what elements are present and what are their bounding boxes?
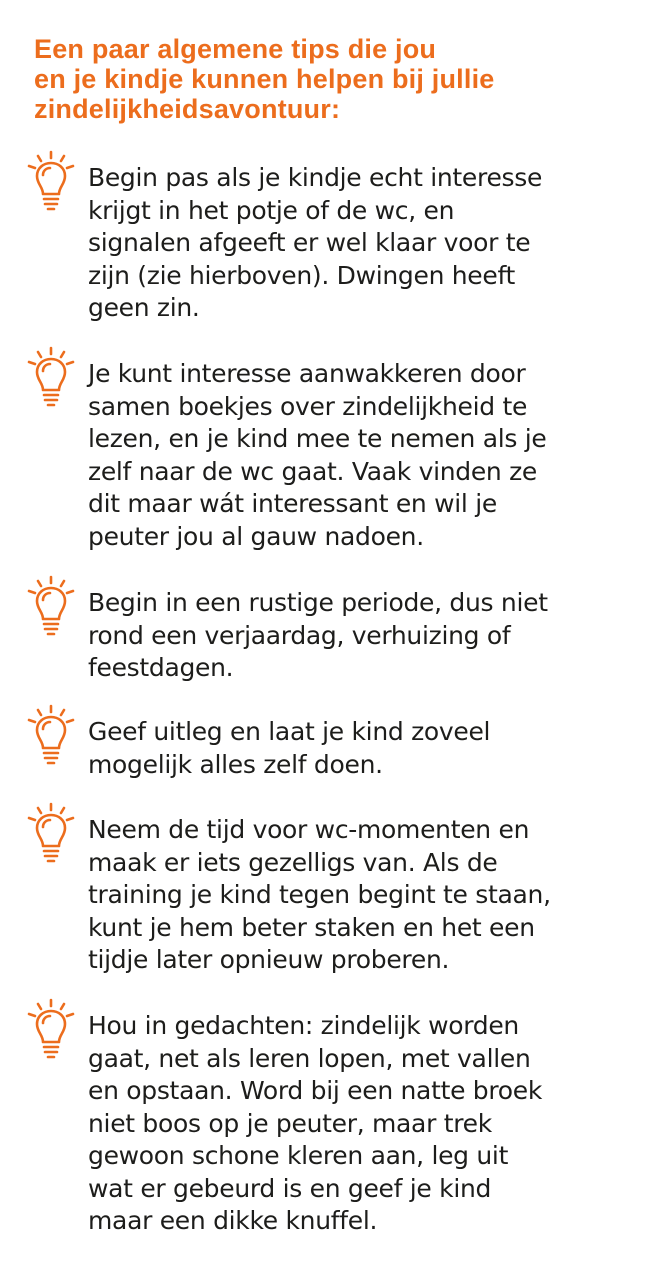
lightbulb-icon [26, 704, 76, 768]
tip-text: Geef uitleg en laat je kind zoveel mogelijk alles zelf doen. [88, 717, 491, 779]
tip-text: Neem de tijd voor wc-momenten en maak er iets gezelligs van. Als de training je kind tegen begint te staan, kunt je hem beter staken en het een tijdje later opnieuw proberen. [88, 815, 551, 974]
page-title [34, 34, 614, 124]
title-line: en je kindje kunnen helpen bij jullie [34, 64, 495, 94]
title-line: zindelijkheidsavontuur: [34, 94, 341, 124]
tip-text: Je kunt interesse aanwakkeren door samen boekjes over zindelijkheid te lezen, en je kind mee te nemen als je zelf naar de wc gaat. Vaak vinden ze dit maar wát interessant en wil je peuter jou al gauw nadoen. [88, 359, 547, 551]
tip-text: Begin in een rustige periode, dus niet rond een verjaardag, verhuizing of feestdagen. [88, 588, 548, 682]
lightbulb-icon [26, 802, 76, 866]
lightbulb-icon [26, 150, 76, 214]
tip-text: Begin pas als je kindje echt interesse krijgt in het potje of de wc, en signalen afgeeft er wel klaar voor te zijn (zie hierboven). Dwingen heeft geen zin. [88, 163, 543, 322]
lightbulb-icon [26, 575, 76, 639]
lightbulb-icon [26, 998, 76, 1062]
lightbulb-icon [26, 346, 76, 410]
title-line: Een paar algemene tips die jou [34, 34, 437, 64]
tip-text: Hou in gedachten: zindelijk worden gaat, net als leren lopen, met vallen en opstaan. Word bij een natte broek niet boos op je peuter, maar trek gewoon schone kleren aan, leg uit wat er gebeurd is en geef je kind maar een dikke knuffel. [88, 1011, 543, 1235]
